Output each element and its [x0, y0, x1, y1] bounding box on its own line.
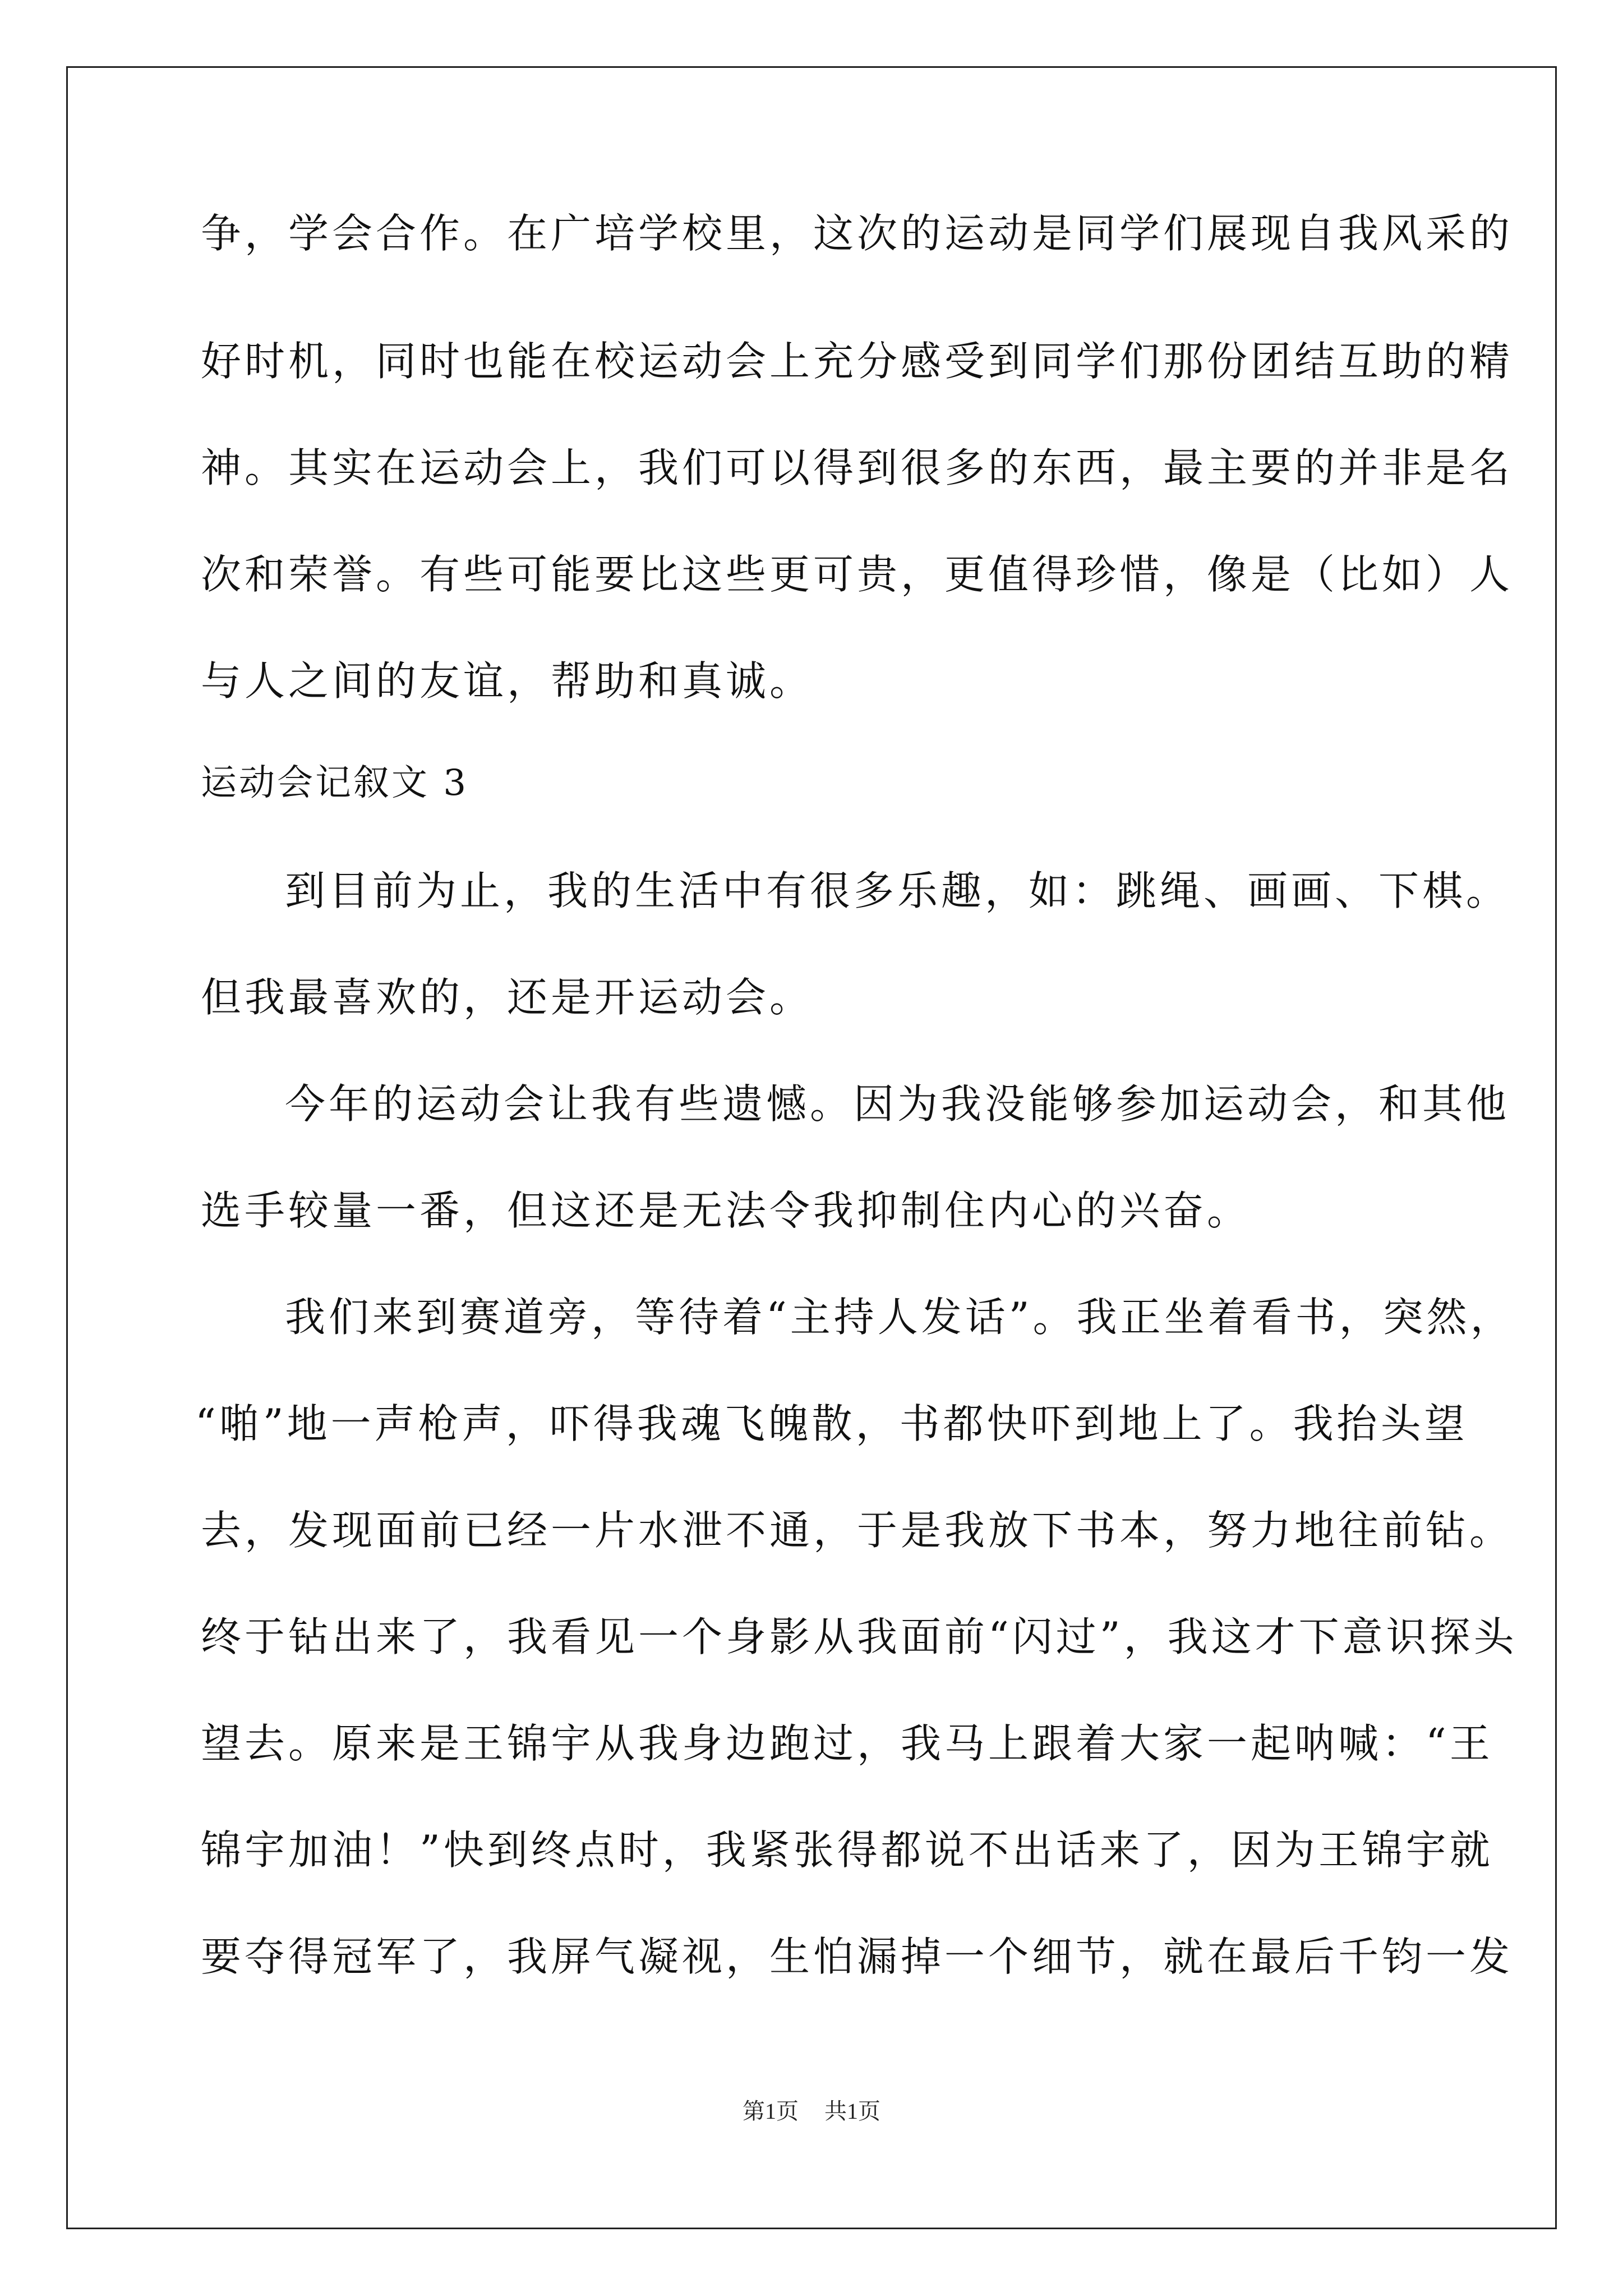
- page-border: [66, 66, 1557, 2229]
- paragraph-line: 终于钻出来了，我看见一个身影从我面前“闪过”，我这才下意识探头: [201, 1613, 1518, 1660]
- paragraph-line: 我们来到赛道旁，等待着“主持人发话”。我正坐着看书，突然，: [285, 1294, 1514, 1341]
- page-footer: [0, 2093, 1623, 2125]
- paragraph-line: 选手较量一番，但这还是无法令我抑制住内心的兴奋。: [201, 1187, 1251, 1234]
- section-heading: 运动会记叙文 3: [201, 762, 469, 804]
- paragraph-line: 今年的运动会让我有些遗憾。因为我没能够参加运动会，和其他: [285, 1080, 1510, 1128]
- paragraph-line: 神。其实在运动会上，我们可以得到很多的东西，最主要的并非是名: [201, 444, 1514, 491]
- paragraph-line: 次和荣誉。有些可能要比这些更可贵，更值得珍惜，像是（比如）人: [201, 551, 1514, 598]
- paragraph-line: 好时机，同时也能在校运动会上充分感受到同学们那份团结互助的精: [201, 338, 1514, 385]
- paragraph-line: 但我最喜欢的，还是开运动会。: [201, 974, 814, 1021]
- page-total: 共1页: [824, 2099, 880, 2124]
- paragraph-line: “啪”地一声枪声，吓得我魂飞魄散，书都快吓到地上了。我抬头望: [195, 1400, 1468, 1447]
- paragraph-line: 锦宇加油！”快到终点时，我紧张得都说不出话来了，因为王锦宇就: [201, 1826, 1493, 1874]
- paragraph-line: 去，发现面前已经一片水泄不通，于是我放下书本，努力地往前钻。: [201, 1507, 1514, 1554]
- page-number: 第1页: [743, 2099, 799, 2124]
- paragraph-line: 争，学会合作。在广培学校里，这次的运动是同学们展现自我风采的: [201, 210, 1514, 257]
- paragraph-line: 到目前为止，我的生活中有很多乐趣，如：跳绳、画画、下棋。: [285, 867, 1510, 914]
- paragraph-line: 要夺得冠军了，我屏气凝视，生怕漏掉一个细节，就在最后千钧一发: [201, 1933, 1514, 1980]
- paragraph-line: 与人之间的友谊，帮助和真诚。: [201, 657, 814, 705]
- paragraph-line: 望去。原来是王锦宇从我身边跑过，我马上跟着大家一起呐喊：“王: [201, 1720, 1493, 1767]
